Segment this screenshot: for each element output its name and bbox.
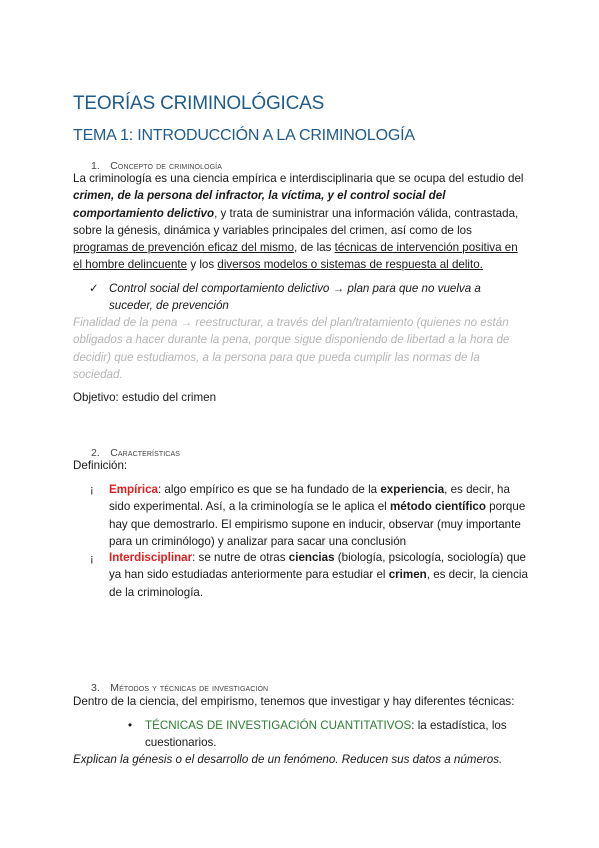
text: porque hay que demostrarlo. El empirismo supone en inducir, observar (muy importante para un criminólogo) y analizar para sacar una conclusión xyxy=(109,500,526,548)
text: : se nutre de otras xyxy=(192,551,289,564)
term-label: Interdisciplinar xyxy=(109,551,193,564)
list-item-interdisciplinar xyxy=(109,549,529,601)
underlined-text: técnicas de intervención positiva en el hombre delincuente xyxy=(73,241,518,272)
section-number: 3. xyxy=(91,682,100,694)
text: , es decir, la ciencia de la criminología. xyxy=(109,568,528,599)
text: , y trata de suministrar una información válida, contrastada, sobre la génesis, dinámica y variables principales del crimen, así como de los xyxy=(73,206,519,237)
list-item-empirica xyxy=(109,481,529,550)
document-title: TEORÍAS CRIMINOLÓGICAS xyxy=(73,93,325,114)
section-title: Métodos y técnicas de investigación xyxy=(110,682,269,694)
section-3-intro: Dentro de la ciencia, del empirismo, tenemos que investigar y hay diferentes técnicas: xyxy=(73,695,515,708)
section-number: 2. xyxy=(91,447,100,459)
chapter-title: TEMA 1: INTRODUCCIÓN A LA CRIMINOLOGÍA xyxy=(73,127,415,144)
term-label: TÉCNICAS DE INVESTIGACIÓN CUANTITATIVOS xyxy=(145,719,412,732)
text: : la estadística, los cuestionarios. xyxy=(145,719,507,750)
bullet-icon: ¡ xyxy=(90,484,94,496)
text: , de las xyxy=(294,241,335,255)
list-item-cuantitativos xyxy=(145,717,525,752)
bold-text: experiencia xyxy=(380,483,445,496)
section-title: Concepto de criminología xyxy=(110,160,222,172)
emphasis-text: crimen, de la persona del infractor, la víctima, y el control social del comportamiento delictivo xyxy=(73,189,446,220)
check-item-text: Control social del comportamiento delictivo → plan para que no vuelva a suceder, de prevención xyxy=(109,282,481,313)
text: , es decir, ha sido experimental. Así, a la criminología se le aplica el xyxy=(109,483,510,514)
objective-text: Objetivo: estudio del crimen xyxy=(73,391,217,404)
section-number: 1. xyxy=(91,160,100,172)
text: (biología, psicología, sociología) que ya han sido estudiadas anteriormente para estudiar el xyxy=(109,551,526,582)
definition-paragraph xyxy=(73,170,529,274)
gray-note: Finalidad de la pena → reestructurar, a través del plan/tratamiento (quienes no están obligados a hacer durante la pena, porque sigue disponiendo de libertad a la hora de decidir) que estudiamos, a la persona para que pueda cumplir las normas de la sociedad. xyxy=(73,316,510,381)
section-title: Características xyxy=(110,447,180,459)
bullet-icon: ¡ xyxy=(90,553,94,565)
term-label: Empírica xyxy=(109,483,158,496)
text: La criminología es una ciencia empírica e interdisciplinaria que se ocupa del estudio del xyxy=(73,172,524,185)
text: y los xyxy=(187,258,218,272)
explanation-text: Explican la génesis o el desarrollo de un fenómeno. Reducen sus datos a números. xyxy=(73,753,503,766)
text: : algo empírico es que se ha fundado de la xyxy=(157,483,381,496)
underlined-text: programas de prevención eficaz del mismo xyxy=(73,241,295,255)
bold-text: crimen xyxy=(388,568,427,582)
bullet-icon: • xyxy=(128,719,133,732)
bold-text: ciencias xyxy=(288,551,335,564)
definition-label: Definición: xyxy=(73,459,128,472)
check-icon: ✓ xyxy=(89,282,99,295)
bold-text: método científico xyxy=(389,500,486,514)
underlined-text: diversos modelos o sistemas de respuesta al delito. xyxy=(217,258,483,272)
